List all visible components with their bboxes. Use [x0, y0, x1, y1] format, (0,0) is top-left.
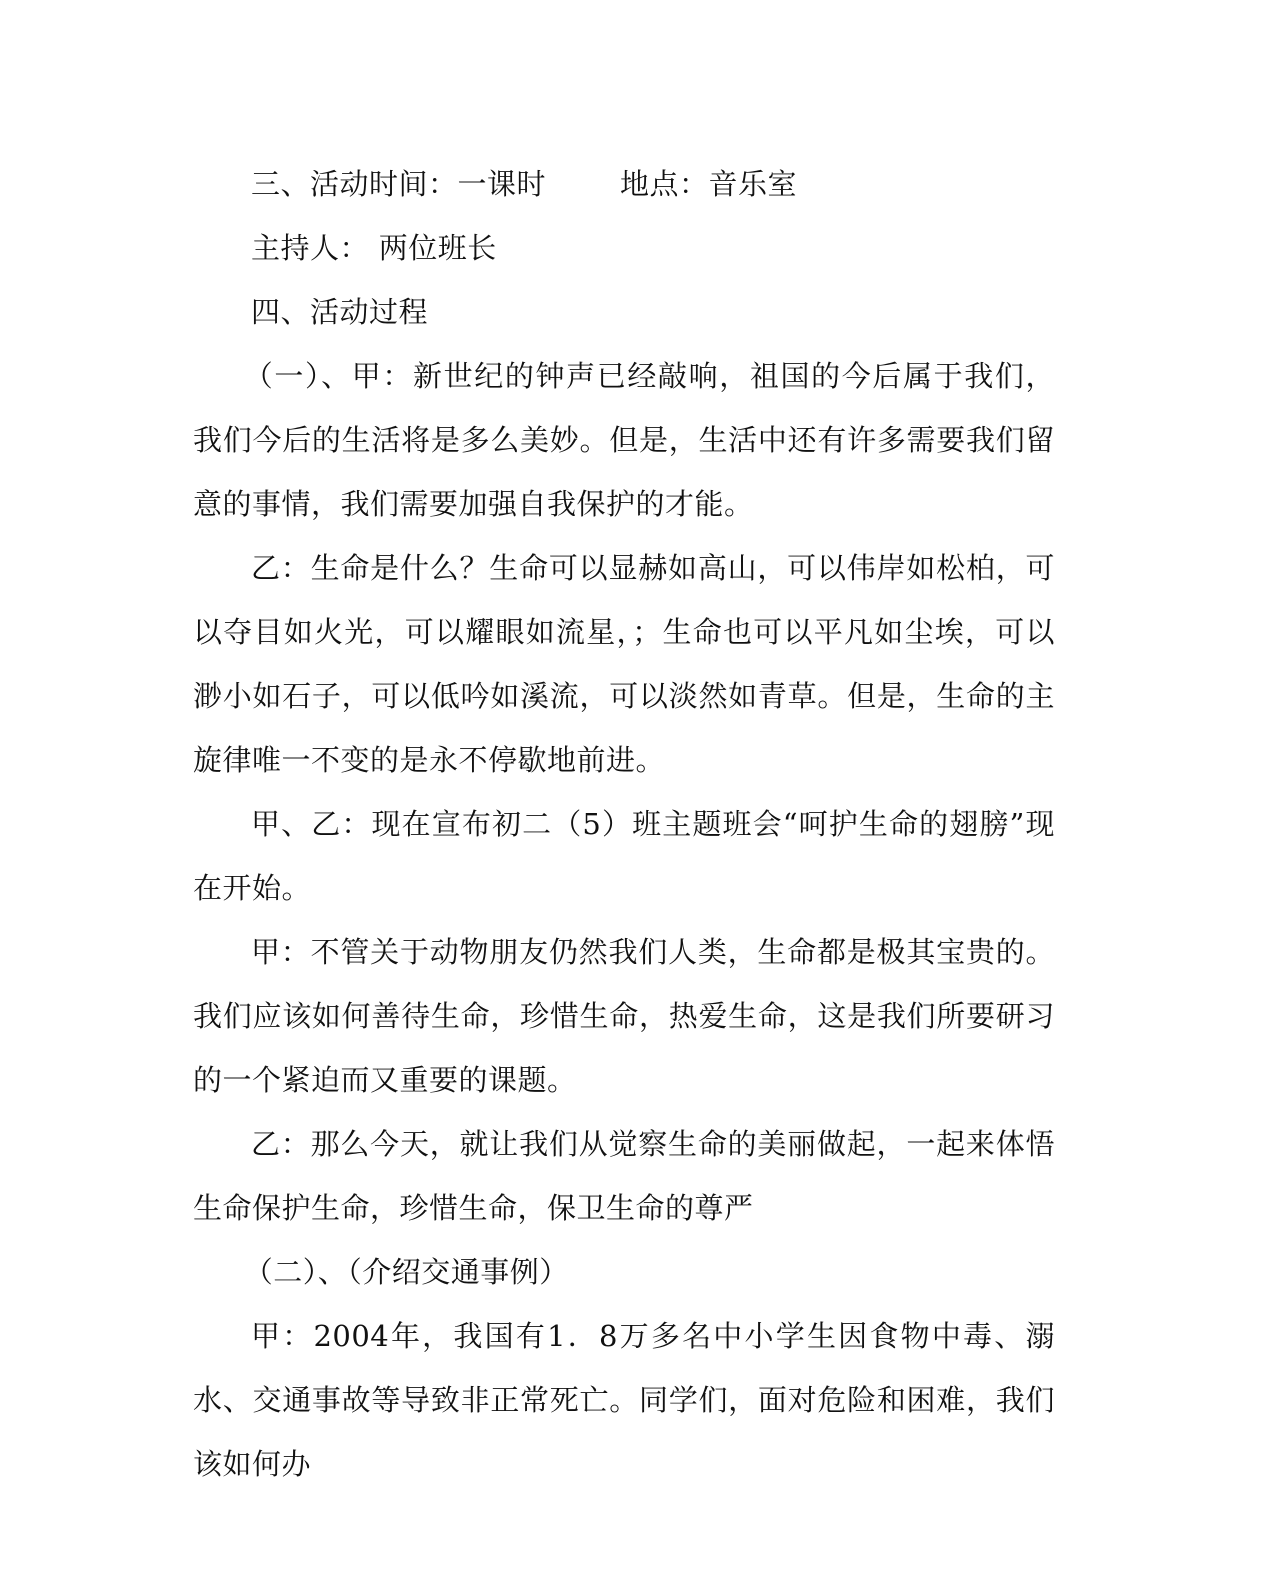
activity-place: 地点：音乐室: [620, 167, 798, 201]
paragraph-yi-what-is-life: 乙：生命是什么？生命可以显赫如高山，可以伟岸如松柏，可以夺目如火光，可以耀眼如流星，；生命也可以平凡如尘埃，可以渺小如石子，可以低吟如溪流，可以淡然如青草。但是，生命的主旋律唯一不变的是永不停歇地前进。: [193, 551, 1055, 777]
paragraph-activity-time-place: [193, 152, 1055, 216]
paragraph-part-two-heading: （二）、（介绍交通事例）: [243, 1255, 569, 1289]
paragraph-jia-2004: 甲：2004年，我国有1．8万多名中小学生因食物中毒、溺水、交通事故等导致非正常死亡。同学们，面对危险和困难，我们该如何办: [193, 1319, 1055, 1481]
paragraph-announcement: 甲、乙：现在宣布初二（5）班主题班会“呵护生命的翅膀”现在开始。: [193, 807, 1055, 905]
activity-time: 三、活动时间：一课时: [251, 167, 547, 201]
paragraph-part-one-jia: （一）、甲：新世纪的钟声已经敲响，祖国的今后属于我们，我们今后的生活将是多么美妙。但是，生活中还有许多需要我们留意的事情，我们需要加强自我保护的才能。: [193, 359, 1055, 521]
paragraph-section-four-heading: 四、活动过程: [251, 295, 429, 329]
paragraph-host: 主持人： 两位班长: [251, 231, 497, 265]
paragraph-yi-today: 乙：那么今天，就让我们从觉察生命的美丽做起，一起来体悟生命保护生命，珍惜生命，保卫生命的尊严: [193, 1127, 1055, 1225]
paragraph-jia-life-precious: 甲：不管关于动物朋友仍然我们人类，生命都是极其宝贵的。我们应该如何善待生命，珍惜生命，热爱生命，这是我们所要研习的一个紧迫而又重要的课题。: [193, 935, 1055, 1097]
document-body: [193, 152, 1055, 1496]
